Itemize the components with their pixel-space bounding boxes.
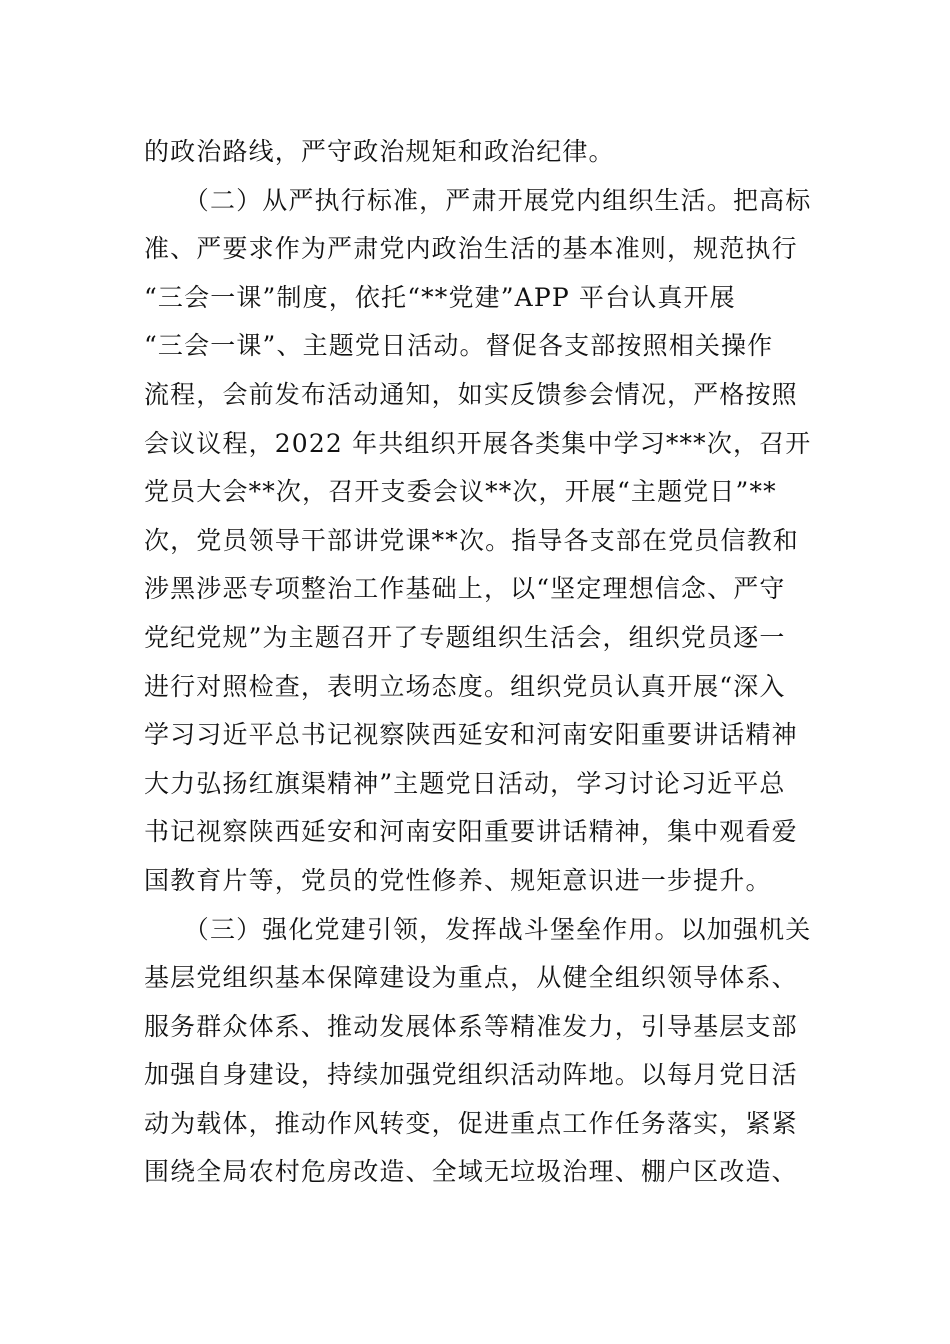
text-line-1: 的政治路线，严守政治规矩和政治纪律。: [144, 137, 615, 166]
text-line-16: 国教育片等，党员的党性修养、规矩意识进一步提升。: [144, 865, 772, 895]
text-line-20: 加强自身建设，持续加强党组织活动阵地。以每月党日活: [144, 1060, 798, 1090]
text-line-15: 书记视察陕西延安和河南安阳重要讲话精神，集中观看爱: [144, 817, 798, 847]
text-line-18: 基层党组织基本保障建设为重点，从健全组织领导体系、: [144, 963, 798, 993]
text-line-13: 学习习近平总书记视察陕西延安和河南安阳重要讲话精神: [144, 720, 798, 750]
text-line-17: （三）强化党建引领，发挥战斗堡垒作用。以加强机关: [144, 914, 812, 944]
text-line-9: 次，党员领导干部讲党课**次。指导各支部在党员信教和: [144, 525, 799, 555]
text-line-3: 准、严要求作为严肃党内政治生活的基本准则，规范执行: [144, 234, 798, 264]
text-line-5: “三会一课”、主题党日活动。督促各支部按照相关操作: [144, 331, 774, 361]
text-line-8: 党员大会**次，召开支委会议**次，开展“主题党日”**: [144, 477, 777, 507]
text-line-10: 涉黑涉恶专项整治工作基础上，以“坚定理想信念、严守: [144, 574, 786, 604]
text-line-11: 党纪党规”为主题召开了专题组织生活会，组织党员逐一: [144, 622, 786, 652]
text-line-4: “三会一课”制度，依托“**党建”APP 平台认真开展: [144, 282, 736, 312]
text-line-12: 进行对照检查，表明立场态度。组织党员认真开展“深入: [144, 671, 786, 701]
text-line-6: 流程，会前发布活动通知，如实反馈参会情况，严格按照: [144, 379, 798, 409]
text-line-7: 会议议程，2022 年共组织开展各类集中学习***次，召开: [144, 428, 812, 458]
body-text: [144, 128, 816, 1197]
text-line-21: 动为载体，推动作风转变，促进重点工作任务落实，紧紧: [144, 1108, 798, 1138]
text-line-22: 围绕全局农村危房改造、全域无垃圾治理、棚户区改造、: [144, 1157, 798, 1187]
text-line-19: 服务群众体系、推动发展体系等精准发力，引导基层支部: [144, 1011, 798, 1041]
text-line-14: 大力弘扬红旗渠精神”主题党日活动，学习讨论习近平总: [144, 768, 786, 798]
text-line-2: （二）从严执行标准，严肃开展党内组织生活。把高标: [144, 185, 812, 215]
